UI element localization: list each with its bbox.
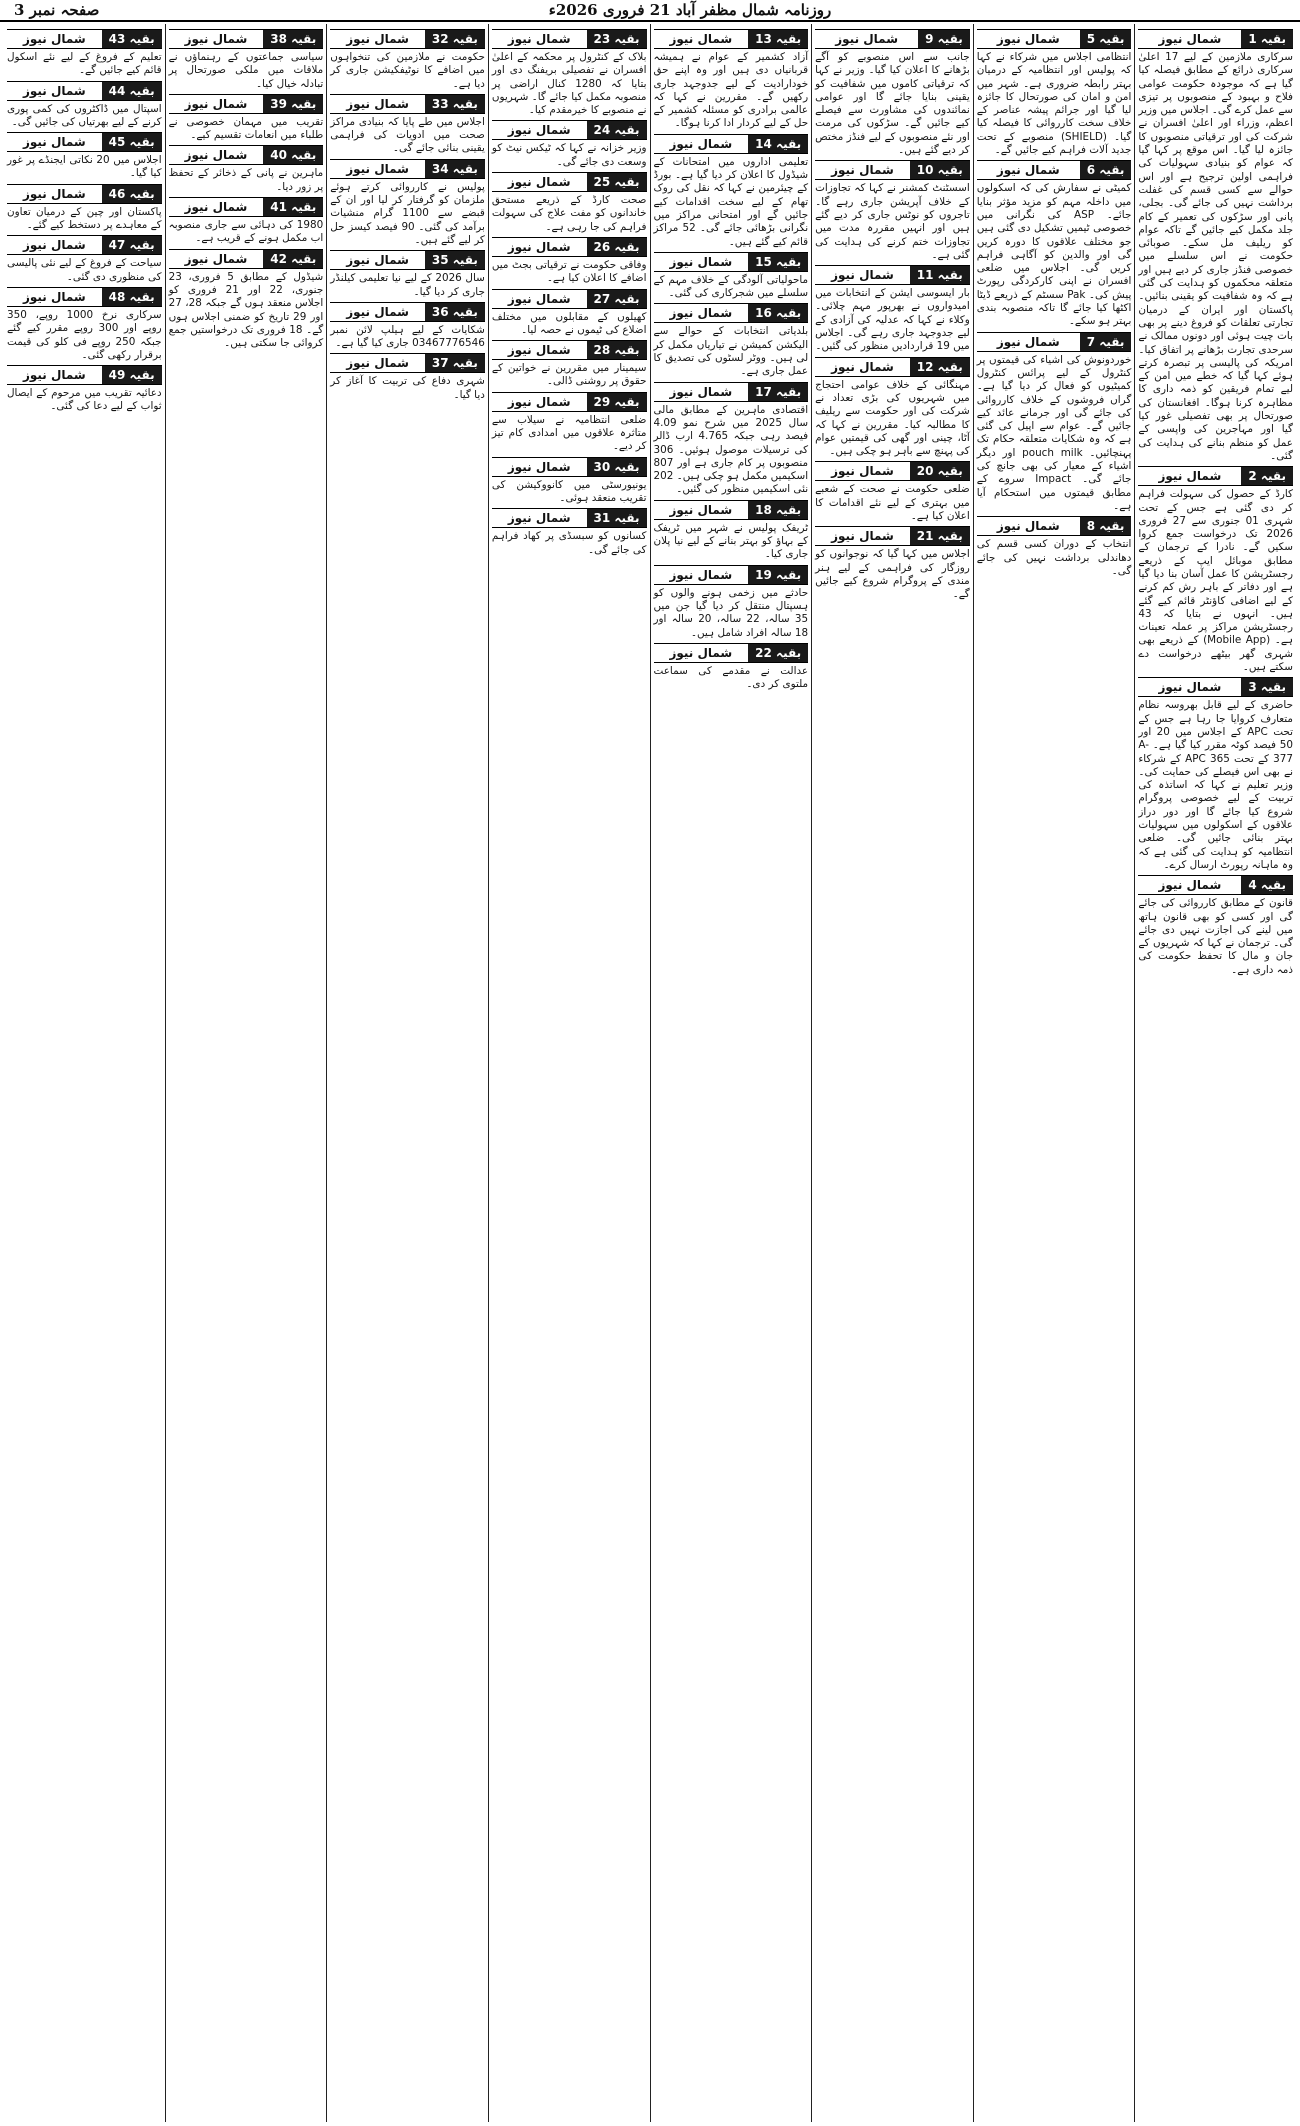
story-body: سرکاری ملازمین کے لیے 17 اعلیٰ سرکاری ذرائع کے مطابق فیصلہ کیا گیا ہے کہ موجودہ حکومت عوامی فلاح و بہبود کے منصوبوں پر تیزی سے عمل کرے گی۔ اجلاس میں وزیر اعظم، وزراء اور اعلیٰ افسران نے شرکت کی اور ترقیاتی منصوبوں کا جائزہ لیا گیا۔ اس موقع پر کہا گیا کہ عوام کو بنیادی سہولیات کی فراہمی اولین ترجیح ہے اور اس حوالے سے کسی قسم کی غفلت برداشت نہیں کی جائے گی۔ بجلی، پانی اور سڑکوں کی تعمیر کے کام جلد مکمل کیے جائیں گے تاکہ عوام کو ریلیف مل سکے۔ صوبائی حکومت نے اس سلسلے میں خصوصی فنڈز جاری کر دیے ہیں اور متعلقہ محکموں کو ہدایت کی گئی ہے کہ وہ شفافیت کو یقینی بنائیں۔ پاکستان اور ایران کے درمیان تجارتی تعلقات کو فروغ دینے پر بھی بات چیت ہوئی اور دونوں ممالک نے سرحدی تجارت بڑھانے پر اتفاق کیا۔ امریکہ کی پالیسی پر تبصرہ کرتے ہوئے کہا گیا کہ خطے میں امن کے لیے تمام فریقین کو ذمہ داری کا مظاہرہ کرنا ہوگا۔ افغانستان کی صورتحال پر بھی تفصیلی غور کیا گیا اور مہاجرین کی واپسی کے عمل کو منظم بنانے کی ہدایت کی گئی۔: [1138, 51, 1294, 462]
desk-label: شمال نیوز: [184, 251, 248, 266]
story-number-badge: بقیہ 27: [587, 290, 647, 308]
news-story: [654, 382, 809, 497]
news-story: [815, 265, 970, 353]
desk-label: شمال نیوز: [831, 359, 894, 374]
story-body: شہری دفاع کی تربیت کا آغاز کر دیا گیا۔: [330, 375, 485, 401]
desk-label: شمال نیوز: [507, 291, 571, 306]
news-story: [654, 252, 809, 301]
news-story: [492, 457, 647, 506]
story-number-badge: بقیہ 47: [102, 236, 162, 254]
story-header: [977, 160, 1132, 180]
story-header: [977, 516, 1132, 536]
story-body: حکومت نے ملازمین کی تنخواہوں میں اضافے کا نوٹیفکیشن جاری کر دیا ہے۔: [330, 51, 485, 90]
story-number-badge: بقیہ 23: [587, 30, 647, 48]
desk-label: شمال نیوز: [346, 356, 409, 371]
story-body: سال 2026 کے لیے نیا تعلیمی کیلنڈر جاری کر دیا گیا۔: [330, 272, 485, 298]
story-number-badge: بقیہ 25: [587, 173, 647, 191]
story-number-badge: بقیہ 20: [910, 462, 970, 480]
story-body: انتخاب کے دوران کسی قسم کی دھاندلی برداشت نہیں کی جائے گی۔: [976, 538, 1132, 577]
story-header: [169, 145, 324, 165]
news-story: [1138, 677, 1293, 872]
desk-label: شمال نیوز: [346, 304, 409, 319]
news-story: [330, 353, 485, 402]
story-body: بار ایسوسی ایشن کے انتخابات میں امیدواروں نے بھرپور مہم چلائی۔ وکلاء نے کہا کہ عدلیہ کی آزادی کے لیے جدوجہد جاری رہے گی۔ اجلاس میں 19 قراردادیں منظور کی گئیں۔: [815, 287, 970, 353]
story-body: سیاسی جماعتوں کے رہنماؤں نے ملاقات میں ملکی صورتحال پر تبادلہ خیال کیا۔: [168, 51, 324, 90]
news-story: [815, 160, 970, 262]
story-header: [7, 287, 162, 307]
story-number-badge: بقیہ 3: [1241, 678, 1293, 696]
desk-label: شمال نیوز: [22, 186, 86, 201]
desk-label: شمال نیوز: [346, 253, 409, 268]
news-story: [330, 29, 485, 91]
news-story: [977, 516, 1132, 578]
story-number-badge: بقیہ 14: [748, 135, 808, 153]
story-number-badge: بقیہ 6: [1080, 161, 1132, 179]
story-body: جانب سے اس منصوبے کو آگے بڑھانے کا اعلان کیا گیا۔ وزیر نے کہا کہ ترقیاتی کاموں میں شفافیت کو یقینی بنایا جائے گا اور عوامی نمائندوں کی مشاورت سے فیصلے کیے جائیں گے۔ سڑکوں کی مرمت اور نئے منصوبوں کے لیے فنڈز مختص کر دیے گئے ہیں۔: [815, 51, 970, 157]
desk-label: شمال نیوز: [1158, 32, 1222, 46]
story-body: حاضری کے لیے قابل بھروسہ نظام متعارف کروایا جا رہا ہے جس کے تحت APC کے اجلاس میں 20 اور 50 فیصد کوٹہ مقرر کیا گیا ہے۔ A-377 کے تحت 365 APC کے شرکاء نے بھی اس فیصلے کی حمایت کی۔ وزیر تعلیم نے کہا کہ اساتذہ کی تربیت کے لیے خصوصی پروگرام شروع کیا جائے گا اور دور دراز علاقوں کے اسکولوں میں سہولیات بہتر بنائی جائیں گی۔ ضلعی انتظامیہ کو ہدایت کی گئی ہے کہ وہ ماہانہ رپورٹ ارسال کرے۔: [1138, 699, 1293, 871]
story-body: آزاد کشمیر کے عوام نے ہمیشہ قربانیاں دی ہیں اور وہ اپنے حق خودارادیت کے لیے جدوجہد جاری رکھیں گے۔ مقررین نے کہا کہ عالمی برادری کو مسئلہ کشمیر کے حل کے لیے کردار ادا کرنا ہوگا۔: [653, 51, 809, 130]
story-header: [7, 184, 162, 204]
story-body: قانون کے مطابق کارروائی کی جائے گی اور کسی کو بھی قانون ہاتھ میں لینے کی اجازت نہیں دی جائے گی۔ ترجمان نے کہا کہ شہریوں کے جان و مال کا تحفظ حکومت کی ذمہ داری ہے۔: [1138, 897, 1293, 976]
story-header: [654, 500, 809, 520]
desk-label: شمال نیوز: [184, 200, 248, 215]
story-header: [654, 643, 809, 663]
news-story: [977, 332, 1132, 514]
desk-label: شمال نیوز: [507, 239, 571, 254]
story-header: [654, 303, 809, 323]
story-number-badge: بقیہ 5: [1080, 30, 1132, 48]
desk-label: شمال نیوز: [346, 161, 409, 176]
story-header: [977, 332, 1132, 352]
story-number-badge: بقیہ 49: [102, 366, 162, 384]
story-number-badge: بقیہ 1: [1241, 30, 1293, 48]
story-body: تقریب میں مہمان خصوصی نے طلباء میں انعامات تقسیم کیے۔: [168, 115, 324, 142]
desk-label: شمال نیوز: [669, 384, 733, 399]
desk-label: شمال نیوز: [507, 459, 571, 474]
page-number: صفحہ نمبر 3: [14, 1, 100, 19]
story-header: [492, 508, 647, 528]
news-story: [977, 29, 1132, 157]
story-header: [654, 252, 809, 272]
story-header: [330, 302, 485, 322]
masthead: [0, 0, 1300, 22]
story-header: [330, 29, 485, 49]
story-number-badge: بقیہ 8: [1080, 517, 1132, 535]
desk-label: شمال نیوز: [1158, 878, 1222, 893]
desk-label: شمال نیوز: [669, 567, 733, 582]
news-story: [169, 145, 324, 194]
story-body: ٹریفک پولیس نے شہر میں ٹریفک کے بہاؤ کو بہتر بنانے کے لیے نیا پلان جاری کیا۔: [653, 521, 809, 561]
story-number-badge: بقیہ 12: [910, 358, 970, 376]
desk-label: شمال نیوز: [1158, 469, 1222, 484]
story-number-badge: بقیہ 37: [425, 354, 485, 372]
news-story: [492, 508, 647, 557]
desk-label: شمال نیوز: [507, 511, 571, 526]
story-body: صحت کارڈ کے ذریعے مستحق خاندانوں کو مفت علاج کی سہولت فراہم کی جا رہی ہے۔: [491, 194, 647, 233]
story-number-badge: بقیہ 21: [910, 527, 970, 545]
story-body: 1980 کی دہائی سے جاری منصوبہ اب مکمل ہونے کے قریب ہے۔: [168, 219, 324, 245]
story-body: ماہرین نے پانی کے ذخائر کے تحفظ پر زور دیا۔: [168, 167, 324, 193]
story-body: مہنگائی کے خلاف عوامی احتجاج میں شہریوں کی بڑی تعداد نے شرکت کی اور حکومت سے ریلیف کا مطالبہ کیا۔ مقررین نے کہا کہ آٹا، چینی اور گھی کی قیمتیں عوام کی پہنچ سے باہر ہو چکی ہیں۔: [815, 378, 970, 458]
desk-label: شمال نیوز: [1158, 680, 1222, 695]
story-number-badge: بقیہ 19: [748, 566, 808, 584]
story-body: بلاک کے کنٹرول پر محکمہ کے اعلیٰ افسران نے تفصیلی بریفنگ دی اور بتایا کہ 1280 کنال اراضی پر منصوبہ مکمل کیا جائے گا۔ شہریوں نے منصوبے کا خیرمقدم کیا۔: [491, 51, 647, 117]
news-story: [7, 287, 162, 362]
story-header: [7, 132, 162, 152]
story-header: [654, 134, 809, 154]
story-number-badge: بقیہ 9: [918, 30, 970, 48]
story-body: خوردونوش کی اشیاء کی قیمتوں پر کنٹرول کے لیے پرائس کنٹرول کمیٹیوں کو فعال کر دیا گیا ہے۔ گراں فروشوں کے خلاف کارروائی کی جائے گی اور جرمانے عائد کیے جائیں گے۔ عوام سے اپیل کی گئی ہے کہ وہ شکایات متعلقہ حکام تک پہنچائیں۔ pouch milk اور دیگر اشیاء کے معیار کی بھی جانچ کی جائے گی۔ Impact سروے کے مطابق قیمتوں میں استحکام آیا ہے۔: [976, 353, 1132, 512]
desk-label: شمال نیوز: [346, 96, 409, 111]
story-header: [7, 365, 162, 385]
story-number-badge: بقیہ 17: [748, 383, 808, 401]
story-header: [492, 457, 647, 477]
story-header: [1138, 875, 1293, 895]
news-column: [165, 24, 327, 2122]
story-header: [654, 565, 809, 585]
news-story: [492, 289, 647, 338]
story-body: یونیورسٹی میں کانووکیشن کی تقریب منعقد ہوئی۔: [491, 478, 647, 504]
story-header: [169, 197, 324, 217]
story-number-badge: بقیہ 4: [1241, 876, 1293, 894]
story-header: [492, 29, 647, 49]
desk-label: شمال نیوز: [507, 394, 571, 409]
news-story: [169, 29, 324, 91]
desk-label: شمال نیوز: [835, 32, 899, 46]
dateline: روزنامہ شمال مظفر آباد 21 فروری 2026ء: [548, 1, 832, 19]
desk-label: شمال نیوز: [22, 135, 86, 150]
news-column: [4, 24, 165, 2122]
story-number-badge: بقیہ 42: [263, 250, 323, 268]
desk-label: شمال نیوز: [996, 163, 1060, 178]
desk-label: شمال نیوز: [22, 83, 86, 98]
desk-label: شمال نیوز: [507, 32, 571, 46]
news-story: [1138, 875, 1293, 977]
news-story: [330, 94, 485, 156]
story-body: کارڈ کے حصول کی سہولت فراہم کر دی گئی ہے جس کے تحت شہری 01 جنوری سے 27 فروری 2026 تک درخواست جمع کروا سکیں گے۔ نادرا کے ترجمان کے مطابق موبائل ایپ کے ذریعے رجسٹریشن کا عمل آسان بنا دیا گیا ہے اور دفاتر کے باہر رش کم کرنے کے لیے اضافی کاؤنٹر قائم کیے گئے ہیں۔ انہوں نے بتایا کہ 43 رجسٹریشن مراکز پر عملہ تعینات ہے۔ (Mobile App) کے ذریعے بھی شہری گھر بیٹھے درخواست دے سکتے ہیں۔: [1138, 488, 1294, 674]
story-header: [169, 94, 324, 114]
news-story: [492, 172, 647, 234]
news-story: [7, 132, 162, 181]
story-number-badge: بقیہ 28: [587, 341, 647, 359]
desk-label: شمال نیوز: [669, 254, 733, 269]
story-number-badge: بقیہ 7: [1080, 333, 1132, 351]
desk-label: شمال نیوز: [507, 123, 571, 138]
story-number-badge: بقیہ 40: [263, 146, 323, 164]
story-body: تعلیم کے فروغ کے لیے نئے اسکول قائم کیے جائیں گے۔: [7, 51, 162, 77]
desk-label: شمال نیوز: [184, 32, 248, 46]
story-body: اجلاس میں 20 نکاتی ایجنڈے پر غور کیا گیا۔: [7, 154, 162, 180]
story-body: ضلعی انتظامیہ نے سیلاب سے متاثرہ علاقوں میں امدادی کام تیز کر دیے۔: [491, 413, 647, 453]
story-number-badge: بقیہ 41: [263, 198, 323, 216]
news-story: [7, 235, 162, 284]
desk-label: شمال نیوز: [831, 163, 894, 178]
news-story: [815, 29, 970, 157]
news-story: [815, 461, 970, 523]
story-body: وفاقی حکومت نے ترقیاتی بجٹ میں اضافے کا اعلان کیا ہے۔: [491, 258, 647, 285]
story-body: سیاحت کے فروغ کے لیے نئی پالیسی کی منظوری دی گئی۔: [7, 257, 162, 283]
story-number-badge: بقیہ 46: [102, 185, 162, 203]
story-header: [169, 29, 324, 49]
story-header: [492, 172, 647, 192]
news-column: [326, 24, 488, 2122]
story-body: اجلاس میں کہا گیا کہ نوجوانوں کو روزگار کی فراہمی کے لیے ہنر مندی کے پروگرام شروع کیے جائیں گے۔: [815, 548, 970, 601]
story-header: [654, 382, 809, 402]
desk-label: شمال نیوز: [507, 175, 571, 190]
story-number-badge: بقیہ 35: [425, 251, 485, 269]
story-number-badge: بقیہ 18: [748, 501, 808, 519]
desk-label: شمال نیوز: [22, 238, 86, 253]
desk-label: شمال نیوز: [22, 289, 86, 304]
story-body: دعائیہ تقریب میں مرحوم کے ایصال ثواب کے لیے دعا کی گئی۔: [7, 387, 162, 413]
story-number-badge: بقیہ 33: [425, 95, 485, 113]
story-body: پاکستان اور چین کے درمیان تعاون کے معاہدے پر دستخط کیے گئے۔: [7, 205, 162, 232]
story-body: اسپتال میں ڈاکٹروں کی کمی پوری کرنے کے لیے بھرتیاں کی جائیں گی۔: [7, 102, 162, 128]
story-number-badge: بقیہ 29: [587, 393, 647, 411]
story-number-badge: بقیہ 36: [425, 303, 485, 321]
news-story: [815, 526, 970, 601]
story-body: شکایات کے لیے ہیلپ لائن نمبر 03467776546 جاری کیا گیا ہے۔: [330, 323, 485, 350]
desk-label: شمال نیوز: [22, 32, 86, 46]
desk-label: شمال نیوز: [996, 519, 1060, 534]
story-number-badge: بقیہ 30: [587, 458, 647, 476]
news-column: [811, 24, 973, 2122]
story-number-badge: بقیہ 34: [425, 160, 485, 178]
story-header: [815, 265, 970, 285]
story-header: [7, 81, 162, 101]
story-body: کھیلوں کے مقابلوں میں مختلف اضلاع کی ٹیموں نے حصہ لیا۔: [491, 310, 647, 336]
desk-label: شمال نیوز: [507, 343, 571, 358]
story-body: سیمینار میں مقررین نے خواتین کے حقوق پر روشنی ڈالی۔: [491, 362, 647, 388]
desk-label: شمال نیوز: [996, 32, 1060, 46]
story-number-badge: بقیہ 44: [102, 82, 162, 100]
news-story: [492, 120, 647, 169]
story-body: حادثے میں زخمی ہونے والوں کو ہسپتال منتقل کر دیا گیا جن میں 35 سالہ، 22 سالہ، 20 سالہ اور 18 سالہ افراد شامل ہیں۔: [653, 586, 809, 639]
news-story: [492, 29, 647, 117]
story-number-badge: بقیہ 31: [587, 509, 647, 527]
news-story: [1138, 29, 1293, 463]
story-header: [977, 29, 1132, 49]
desk-label: شمال نیوز: [831, 464, 894, 479]
news-column: [973, 24, 1135, 2122]
story-number-badge: بقیہ 22: [748, 644, 808, 662]
story-header: [815, 357, 970, 377]
story-header: [7, 29, 162, 49]
news-story: [492, 237, 647, 286]
news-story: [7, 81, 162, 130]
desk-label: شمال نیوز: [669, 306, 733, 321]
desk-label: شمال نیوز: [184, 96, 248, 111]
story-body: وزیر خزانہ نے کہا کہ ٹیکس نیٹ کو وسعت دی جائے گی۔: [491, 142, 647, 168]
news-story: [654, 303, 809, 378]
story-header: [330, 250, 485, 270]
story-number-badge: بقیہ 43: [102, 30, 162, 48]
story-number-badge: بقیہ 16: [748, 304, 808, 322]
story-body: کسانوں کو سبسڈی پر کھاد فراہم کی جائے گی۔: [491, 530, 647, 556]
story-header: [815, 526, 970, 546]
news-story: [169, 94, 324, 143]
desk-label: شمال نیوز: [669, 502, 733, 517]
news-story: [654, 565, 809, 640]
desk-label: شمال نیوز: [831, 529, 894, 544]
story-body: انتظامی اجلاس میں شرکاء نے کہا کہ پولیس اور انتظامیہ کے درمیان بہتر رابطہ ضروری ہے۔ شہر میں امن و امان کی صورتحال کا جائزہ لیا گیا اور جرائم پیشہ عناصر کے خلاف سخت کارروائی کا فیصلہ کیا گیا۔ (SHIELD) منصوبے کے تحت جدید آلات فراہم کیے جائیں گے۔: [976, 51, 1132, 157]
desk-label: شمال نیوز: [831, 268, 894, 283]
news-story: [7, 29, 162, 78]
story-body: کمیٹی نے سفارش کی کہ اسکولوں میں داخلہ مہم کو مزید مؤثر بنایا جائے۔ ASP کی نگرانی میں خصوصی ٹیمیں تشکیل دی گئی ہیں جو مختلف علاقوں کا دورہ کریں گی اور والدین کو آگاہی فراہم کریں گی۔ اجلاس میں ضلعی افسران نے اپنی کارکردگی رپورٹ پیش کی۔ Pak سسٹم کے ذریعے ڈیٹا اکٹھا کیا جائے گا تاکہ منصوبہ بندی بہتر ہو سکے۔: [976, 182, 1132, 328]
news-columns: [4, 24, 1296, 2122]
story-body: اسسٹنٹ کمشنر نے کہا کہ تجاوزات کے خلاف آپریشن جاری رہے گا۔ تاجروں کو نوٹس جاری کر دیے گئے ہیں اور انہیں مقررہ مدت میں تجاوزات ختم کرنے کی ہدایت کی گئی ہے۔: [815, 182, 970, 261]
news-story: [654, 29, 809, 131]
news-story: [7, 365, 162, 414]
news-story: [169, 249, 324, 351]
story-header: [330, 159, 485, 179]
news-story: [654, 134, 809, 249]
story-number-badge: بقیہ 48: [102, 288, 162, 306]
news-story: [977, 160, 1132, 328]
desk-label: شمال نیوز: [669, 136, 733, 151]
story-header: [492, 340, 647, 360]
story-body: ضلعی حکومت نے صحت کے شعبے میں بہتری کے لیے نئے اقدامات کا اعلان کیا ہے۔: [815, 483, 970, 523]
story-header: [492, 237, 647, 257]
story-body: بلدیاتی انتخابات کے حوالے سے الیکشن کمیشن نے تیاریاں مکمل کر لی ہیں۔ ووٹر لسٹوں کی تصدیق کا عمل جاری ہے۔: [653, 325, 809, 378]
story-number-badge: بقیہ 32: [425, 30, 485, 48]
story-number-badge: بقیہ 26: [587, 238, 647, 256]
news-story: [330, 302, 485, 351]
story-header: [169, 249, 324, 269]
story-number-badge: بقیہ 45: [102, 133, 162, 151]
story-header: [815, 160, 970, 180]
news-column: [1134, 24, 1296, 2122]
story-header: [492, 392, 647, 412]
story-number-badge: بقیہ 15: [748, 253, 808, 271]
story-header: [330, 94, 485, 114]
story-header: [815, 29, 970, 49]
news-story: [330, 159, 485, 247]
desk-label: شمال نیوز: [669, 32, 733, 46]
story-header: [654, 29, 809, 49]
story-header: [815, 461, 970, 481]
story-body: سرکاری نرخ 1000 روپے، 350 روپے اور 300 روپے مقرر کیے گئے جبکہ 250 روپے فی کلو کی قیمت برقرار رکھی گئی۔: [7, 308, 162, 361]
story-body: پولیس نے کارروائی کرتے ہوئے ملزمان کو گرفتار کر لیا اور ان کے قبضے سے 1100 گرام منشیات برآمد کی گئی۔ 90 فیصد کیسز حل کر لیے گئے ہیں۔: [330, 180, 485, 246]
story-body: ماحولیاتی آلودگی کے خلاف مہم کے سلسلے میں شجرکاری کی گئی۔: [653, 273, 809, 300]
story-body: اجلاس میں طے پایا کہ بنیادی مراکز صحت میں ادویات کی فراہمی یقینی بنائی جائے گی۔: [330, 115, 485, 155]
story-number-badge: بقیہ 11: [910, 266, 970, 284]
desk-label: شمال نیوز: [996, 334, 1060, 349]
story-number-badge: بقیہ 2: [1241, 467, 1293, 485]
news-column: [650, 24, 812, 2122]
news-story: [492, 340, 647, 389]
desk-label: شمال نیوز: [346, 32, 409, 46]
story-header: [7, 235, 162, 255]
desk-label: شمال نیوز: [669, 645, 733, 660]
story-number-badge: بقیہ 38: [263, 30, 323, 48]
story-body: اقتصادی ماہرین کے مطابق مالی سال 2025 میں شرح نمو 4.09 فیصد رہی جبکہ 4.765 ارب ڈالر کی ترسیلات موصول ہوئیں۔ 306 منصوبوں پر کام جاری ہے اور 807 اسکیمیں مکمل ہو چکی ہیں۔ 202 نئی اسکیمیں منظور کی گئیں۔: [653, 403, 809, 496]
news-story: [654, 643, 809, 692]
story-number-badge: بقیہ 13: [748, 30, 808, 48]
news-story: [7, 184, 162, 233]
news-story: [492, 392, 647, 454]
story-header: [1138, 466, 1293, 486]
story-number-badge: بقیہ 24: [587, 121, 647, 139]
story-header: [1138, 677, 1293, 697]
story-header: [492, 289, 647, 309]
story-header: [330, 353, 485, 373]
desk-label: شمال نیوز: [22, 368, 86, 383]
story-body: عدالت نے مقدمے کی سماعت ملتوی کر دی۔: [653, 664, 809, 691]
news-story: [330, 250, 485, 299]
news-story: [654, 500, 809, 562]
story-header: [492, 120, 647, 140]
news-story: [169, 197, 324, 246]
story-header: [1138, 29, 1293, 49]
story-number-badge: بقیہ 39: [263, 95, 323, 113]
story-body: شیڈول کے مطابق 5 فروری، 23 جنوری، 22 اور 21 فروری کو اجلاس منعقد ہوں گے جبکہ 28، 27 اور 29 تاریخ کو ضمنی اجلاس ہوں گے۔ 18 فروری تک درخواستیں جمع کروائی جا سکتی ہیں۔: [168, 270, 324, 350]
story-body: تعلیمی اداروں میں امتحانات کے شیڈول کا اعلان کر دیا گیا ہے۔ بورڈ کے چیئرمین نے کہا کہ نقل کی روک تھام کے لیے سخت اقدامات کیے جائیں گے اور امتحانی مراکز میں نگرانی بڑھائی جائے گی۔ 52 مراکز قائم کیے گئے ہیں۔: [653, 155, 809, 248]
news-story: [815, 357, 970, 459]
news-story: [1138, 466, 1293, 674]
desk-label: شمال نیوز: [184, 148, 248, 163]
story-number-badge: بقیہ 10: [910, 161, 970, 179]
news-column: [488, 24, 650, 2122]
